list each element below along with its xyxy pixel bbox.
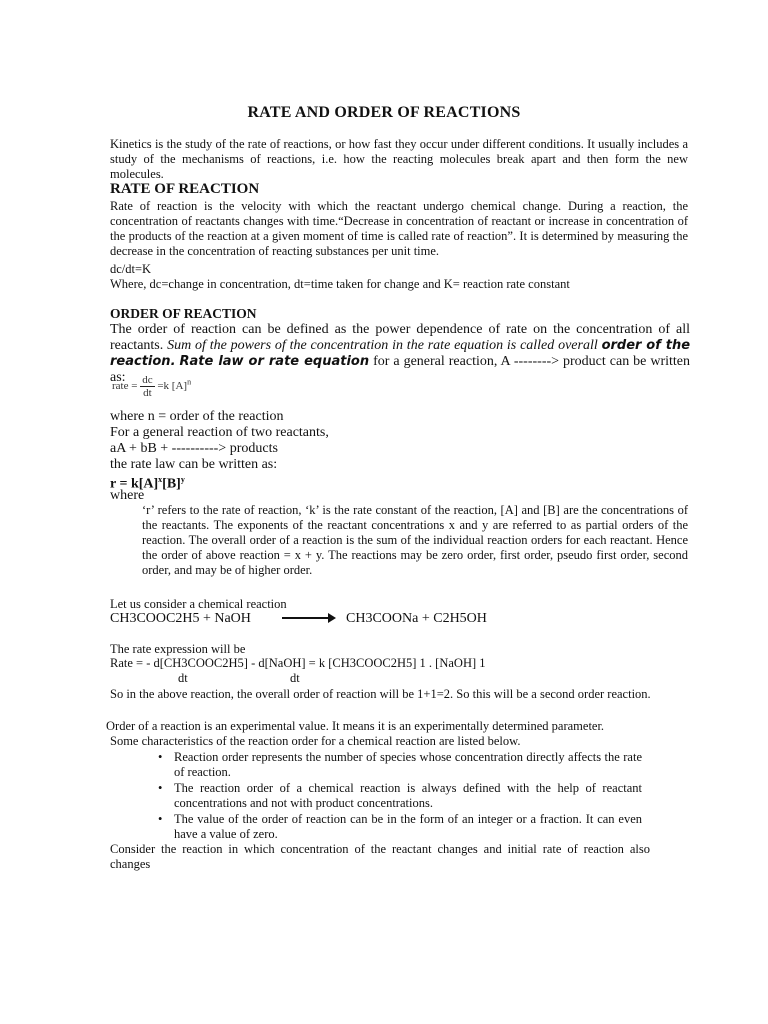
reaction-left: CH3COOC2H5 + NaOH	[110, 611, 251, 626]
bullet-icon: •	[158, 750, 163, 764]
where-n: where n = order of the reaction	[110, 409, 284, 424]
rate-law-b: [B]	[162, 476, 181, 492]
example-intro: Let us consider a chemical reaction	[110, 597, 287, 611]
rate-expression-dt1: dt	[178, 671, 188, 685]
rate-law-a: r = k[A]	[110, 476, 159, 492]
rate-law-term: Rate law or rate equation	[179, 354, 370, 369]
rate-heading: RATE OF REACTION	[110, 181, 260, 197]
rate-expression: Rate = - d[CH3COOC2H5] - d[NaOH] = k [CH3COOC2H5] 1 . [NaOH] 1	[110, 656, 486, 670]
order-para-text: The order of reaction can be defined as the power dependence of rate on the concentration of all reactants.	[110, 322, 690, 353]
explanation-paragraph: ‘r’ refers to the rate of reaction, ‘k’ is the rate constant of the reaction, [A] and [B] are the concentrations of the reactants. The exponents of the reactant concentrations x and y are referred to as partial orders of the reaction. The overall order of a reaction is the sum of the individual reaction orders for each reactant. Hence the order of above reaction = x + y. The reactions may be zero order, first order, pseudo first order, second order, and may be of higher order.	[142, 503, 688, 577]
rate-paragraph: Rate of reaction is the velocity with which the reactant undergo chemical change. During a reaction, the concentration of reactants changes with time.“Decrease in concentration of reactant or increase in concentration of the products of the reaction at a given moment of time is called rate of reaction”. It is determined by measuring the decrease in the concentration of reacting substances per unit time.	[110, 199, 688, 258]
eq-numerator: dc	[142, 374, 153, 386]
consider-paragraph: Consider the reaction in which concentration of the reactant changes and initial rate of reaction also changes	[110, 842, 650, 871]
rate-equation-image	[112, 374, 191, 399]
characteristics-list	[154, 750, 642, 843]
reaction-arrow-icon	[282, 617, 334, 619]
rate-expression-dt2: dt	[290, 671, 300, 685]
order-para-italic: Sum of the powers of the concentration in the rate equation is called overall	[167, 338, 598, 353]
list-item	[154, 781, 642, 811]
order-para-bold: order of the reaction.	[110, 338, 691, 369]
characteristics-intro: Some characteristics of the reaction order for a chemical reaction are listed below.	[110, 734, 521, 748]
rate-equation: dc/dt=K	[110, 262, 152, 276]
rate-expression-intro: The rate expression will be	[110, 642, 246, 656]
list-item-text: The reaction order of a chemical reaction is always defined with the help of reactant concentrations and not with product concentrations.	[174, 781, 642, 810]
bullet-icon: •	[158, 812, 163, 826]
eq-rate-label: rate =	[112, 380, 138, 393]
list-item	[154, 750, 642, 780]
eq-denominator: dt	[143, 387, 152, 399]
eq-right: =k [A]	[157, 380, 188, 393]
where-label: where	[110, 488, 145, 503]
bullet-icon: •	[158, 781, 163, 795]
general-reaction: aA + bB + ----------> products	[110, 441, 278, 456]
order-para-end: for a general reaction, A --------> product can be written as:	[110, 354, 691, 385]
intro-paragraph: Kinetics is the study of the rate of reactions, or how fast they occur under different conditions. It usually includes a study of the mechanisms of reactions, i.e. how the reacting molecules break apart and then form the new molecules.	[110, 137, 688, 181]
order-paragraph	[110, 322, 690, 386]
list-item-text: Reaction order represents the number of species whose concentration directly affects the rate of reaction.	[174, 750, 642, 779]
rate-where: Where, dc=change in concentration, dt=time taken for change and K= reaction rate constant	[110, 277, 570, 291]
overall-order: So in the above reaction, the overall order of reaction will be 1+1=2. So this will be a second order reaction.	[110, 687, 651, 701]
order-heading: ORDER OF REACTION	[110, 306, 257, 321]
rate-law-y: y	[180, 475, 185, 484]
rate-law-x: x	[158, 475, 163, 484]
list-item	[154, 812, 642, 842]
reaction-right: CH3COONa + C2H5OH	[346, 611, 487, 626]
page-title: RATE AND ORDER OF REACTIONS	[247, 104, 521, 121]
list-item-text: The value of the order of reaction can be in the form of an integer or a fraction. It can even have a value of zero.	[174, 812, 642, 841]
experimental-value: Order of a reaction is an experimental value. It means it is an experimentally determined parameter.	[106, 719, 605, 733]
eq-exponent: n	[187, 377, 192, 387]
two-reactants: For a general reaction of two reactants,	[110, 425, 329, 440]
eq-fraction	[140, 374, 154, 399]
rate-law-intro: the rate law can be written as:	[110, 457, 278, 472]
